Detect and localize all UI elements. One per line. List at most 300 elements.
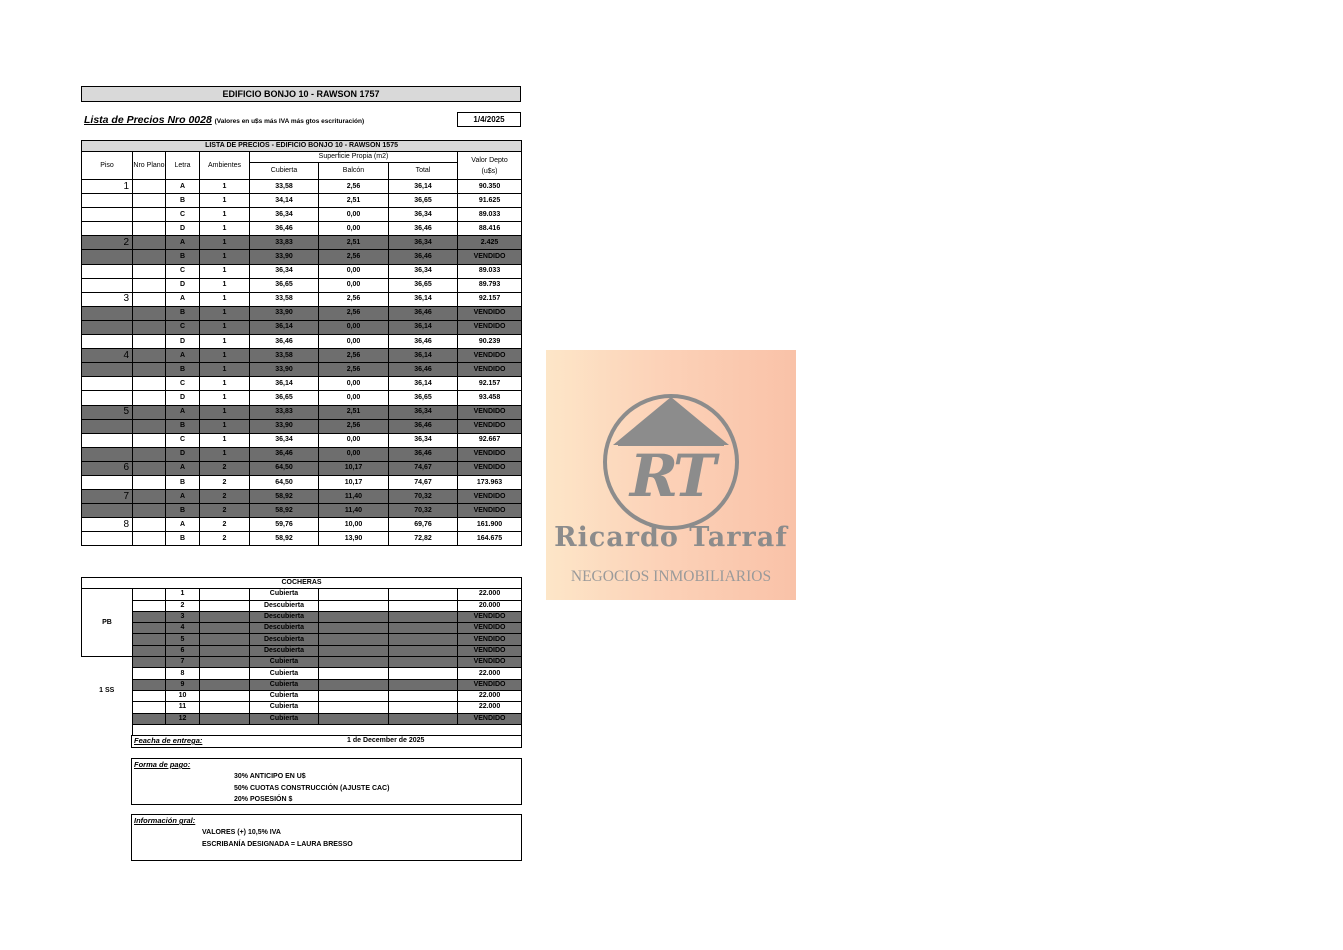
letra-cell: A: [166, 292, 200, 306]
letra-cell: A: [166, 405, 200, 419]
balcon-cell: 2,51: [319, 236, 389, 250]
ambientes-cell: 2: [200, 518, 250, 532]
cochera-blank-cell: [319, 600, 389, 611]
cubierta-cell: 33,83: [250, 405, 319, 419]
apartment-row: [82, 377, 522, 391]
letra-cell: D: [166, 278, 200, 292]
cochera-blank-cell: [133, 657, 166, 668]
col-header-balcon: Balcón: [319, 163, 389, 180]
price-list-title: [84, 114, 364, 126]
valor-cell: VENDIDO: [458, 447, 522, 461]
ambientes-cell: 1: [200, 278, 250, 292]
cochera-blank-cell: [200, 589, 250, 600]
letra-cell: A: [166, 236, 200, 250]
cubierta-cell: 33,58: [250, 292, 319, 306]
cochera-blank-cell: [319, 611, 389, 622]
ambientes-cell: 1: [200, 222, 250, 236]
ambientes-cell: 1: [200, 264, 250, 278]
apartment-row: [82, 433, 522, 447]
total-cell: 36,65: [389, 194, 458, 208]
info-line-escribania: ESCRIBANÍA DESIGNADA = LAURA BRESSO: [202, 840, 353, 848]
balcon-cell: 10,00: [319, 518, 389, 532]
nro-plano-cell: [133, 250, 166, 264]
cochera-blank-cell: [389, 657, 458, 668]
price-list-date: 1/4/2025: [457, 112, 521, 127]
cochera-tipo-cell: Cubierta: [250, 589, 319, 600]
cubierta-cell: 33,90: [250, 250, 319, 264]
nro-plano-cell: [133, 391, 166, 405]
balcon-cell: 10,17: [319, 475, 389, 489]
ambientes-cell: 1: [200, 180, 250, 194]
cochera-nro-cell: 4: [166, 623, 200, 634]
cochera-blank-cell: [389, 690, 458, 701]
forma-pago-label: Forma de pago:: [134, 760, 191, 769]
cochera-blank-cell: [133, 623, 166, 634]
valor-cell: 2.425: [458, 236, 522, 250]
col-header-letra: Letra: [166, 152, 200, 180]
piso-cell: 3: [82, 292, 133, 306]
piso-cell: [82, 391, 133, 405]
logo-tagline: NEGOCIOS INMOBILIARIOS: [570, 568, 772, 585]
cochera-valor-cell: VENDIDO: [458, 679, 522, 690]
cochera-blank-cell: [200, 679, 250, 690]
cochera-blank-cell: [319, 589, 389, 600]
balcon-cell: 0,00: [319, 377, 389, 391]
letra-cell: B: [166, 419, 200, 433]
nro-plano-cell: [133, 306, 166, 320]
cochera-blank-cell: [200, 702, 250, 713]
valor-cell: 92.157: [458, 292, 522, 306]
pago-line-cuotas: 50% CUOTAS CONSTRUCCIÓN (AJUSTE CAC): [234, 784, 390, 792]
balcon-cell: 2,56: [319, 250, 389, 264]
cochera-valor-cell: VENDIDO: [458, 713, 522, 724]
ambientes-cell: 1: [200, 236, 250, 250]
cochera-blank-cell: [133, 600, 166, 611]
balcon-cell: 2,56: [319, 292, 389, 306]
letra-cell: A: [166, 490, 200, 504]
balcon-cell: 2,56: [319, 363, 389, 377]
piso-cell: [82, 278, 133, 292]
piso-cell: 2: [82, 236, 133, 250]
cochera-tipo-cell: Descubierta: [250, 600, 319, 611]
ambientes-cell: 1: [200, 391, 250, 405]
total-cell: 36,46: [389, 335, 458, 349]
cochera-blank-cell: [389, 645, 458, 656]
total-cell: 36,65: [389, 391, 458, 405]
cubierta-cell: 36,46: [250, 222, 319, 236]
letra-cell: B: [166, 532, 200, 546]
cochera-row: [82, 679, 522, 690]
cochera-tipo-cell: Descubierta: [250, 623, 319, 634]
cochera-blank-cell: [389, 600, 458, 611]
piso-cell: [82, 306, 133, 320]
entrega-label: Feacha de entrega:: [134, 736, 203, 745]
valor-cell: VENDIDO: [458, 504, 522, 518]
cochera-blank-cell: [319, 690, 389, 701]
total-cell: 69,76: [389, 518, 458, 532]
ambientes-cell: 1: [200, 320, 250, 334]
valor-cell: 161.900: [458, 518, 522, 532]
ambientes-cell: 1: [200, 250, 250, 264]
price-table: [81, 140, 522, 546]
balcon-cell: 10,17: [319, 461, 389, 475]
cubierta-cell: 64,50: [250, 461, 319, 475]
total-cell: 36,46: [389, 447, 458, 461]
letra-cell: A: [166, 518, 200, 532]
ambientes-cell: 1: [200, 419, 250, 433]
balcon-cell: 11,40: [319, 490, 389, 504]
letra-cell: B: [166, 504, 200, 518]
cochera-tipo-cell: Cubierta: [250, 657, 319, 668]
cochera-valor-cell: VENDIDO: [458, 611, 522, 622]
cochera-blank-cell: [389, 634, 458, 645]
cochera-valor-cell: VENDIDO: [458, 645, 522, 656]
apartment-row: [82, 306, 522, 320]
apartment-row: [82, 405, 522, 419]
apartment-row: [82, 335, 522, 349]
info-gral-box: [131, 814, 522, 861]
cubierta-cell: 33,83: [250, 236, 319, 250]
cochera-row: [82, 668, 522, 679]
nro-plano-cell: [133, 264, 166, 278]
balcon-cell: 2,56: [319, 180, 389, 194]
ambientes-cell: 1: [200, 405, 250, 419]
balcon-cell: 0,00: [319, 433, 389, 447]
cocheras-title: COCHERAS: [82, 578, 522, 589]
total-cell: 36,34: [389, 405, 458, 419]
group-1ss-label: 1 SS: [99, 686, 115, 694]
letra-cell: C: [166, 320, 200, 334]
piso-cell: [82, 377, 133, 391]
ambientes-cell: 1: [200, 335, 250, 349]
spacer-blank: [82, 724, 133, 735]
letra-cell: D: [166, 335, 200, 349]
cochera-blank-cell: [133, 645, 166, 656]
balcon-cell: 2,51: [319, 194, 389, 208]
nro-plano-cell: [133, 292, 166, 306]
cochera-blank-cell: [319, 645, 389, 656]
cubierta-cell: 36,65: [250, 391, 319, 405]
col-header-piso: Piso: [82, 152, 133, 180]
piso-cell: [82, 250, 133, 264]
apartment-row: [82, 518, 522, 532]
balcon-cell: 2,56: [319, 349, 389, 363]
valor-cell: 89.033: [458, 264, 522, 278]
total-cell: 36,34: [389, 264, 458, 278]
letra-cell: A: [166, 461, 200, 475]
ambientes-cell: 1: [200, 194, 250, 208]
col-header-cubierta: Cubierta: [250, 163, 319, 180]
total-cell: 36,34: [389, 236, 458, 250]
valor-cell: VENDIDO: [458, 306, 522, 320]
cochera-valor-cell: VENDIDO: [458, 634, 522, 645]
balcon-cell: 2,56: [319, 419, 389, 433]
balcon-cell: 0,00: [319, 208, 389, 222]
price-table-title: LISTA DE PRECIOS - EDIFICIO BONJO 10 - RAWSON 1575: [82, 141, 522, 152]
cochera-nro-cell: 5: [166, 634, 200, 645]
piso-cell: [82, 363, 133, 377]
cochera-blank-cell: [389, 668, 458, 679]
balcon-cell: 2,56: [319, 306, 389, 320]
cochera-blank-cell: [319, 702, 389, 713]
cubierta-cell: 36,46: [250, 335, 319, 349]
cochera-blank-cell: [133, 611, 166, 622]
nro-plano-cell: [133, 363, 166, 377]
piso-cell: [82, 335, 133, 349]
cubierta-cell: 36,65: [250, 278, 319, 292]
ambientes-cell: 2: [200, 532, 250, 546]
apartment-row: [82, 363, 522, 377]
nro-plano-cell: [133, 222, 166, 236]
nro-plano-cell: [133, 236, 166, 250]
total-cell: 36,46: [389, 222, 458, 236]
cochera-nro-cell: 12: [166, 713, 200, 724]
building-title: EDIFICIO BONJO 10 - RAWSON 1757: [81, 86, 521, 102]
info-line-iva: VALORES (+) 10,5% IVA: [202, 829, 281, 836]
cubierta-cell: 33,90: [250, 363, 319, 377]
valor-cell: VENDIDO: [458, 363, 522, 377]
total-cell: 36,14: [389, 377, 458, 391]
valor-cell: 90.239: [458, 335, 522, 349]
total-cell: 36,14: [389, 349, 458, 363]
price-list-note: (Valores en u$s más IVA más gtos escrituración): [214, 118, 365, 125]
forma-pago-box: [131, 758, 522, 805]
piso-cell: 6: [82, 461, 133, 475]
letra-cell: A: [166, 180, 200, 194]
cubierta-cell: 59,76: [250, 518, 319, 532]
cochera-blank-cell: [319, 657, 389, 668]
cochera-row: [82, 690, 522, 701]
nro-plano-cell: [133, 320, 166, 334]
nro-plano-cell: [133, 433, 166, 447]
company-logo: [546, 350, 796, 600]
ambientes-cell: 1: [200, 433, 250, 447]
balcon-cell: 0,00: [319, 278, 389, 292]
valor-cell: VENDIDO: [458, 320, 522, 334]
ambientes-cell: 1: [200, 208, 250, 222]
letra-cell: C: [166, 377, 200, 391]
total-cell: 36,34: [389, 433, 458, 447]
cochera-blank-cell: [200, 645, 250, 656]
cochera-nro-cell: 9: [166, 679, 200, 690]
cochera-row: [82, 600, 522, 611]
letra-cell: D: [166, 222, 200, 236]
pago-line-anticipo: 30% ANTICIPO EN U$: [234, 773, 306, 780]
ambientes-cell: 1: [200, 292, 250, 306]
valor-cell: 92.667: [458, 433, 522, 447]
cubierta-cell: 36,14: [250, 377, 319, 391]
valor-cell: 92.157: [458, 377, 522, 391]
nro-plano-cell: [133, 208, 166, 222]
cochera-tipo-cell: Cubierta: [250, 679, 319, 690]
ambientes-cell: 2: [200, 490, 250, 504]
col-header-superficie: Superficie Propia (m2): [250, 152, 458, 163]
cubierta-cell: 36,14: [250, 320, 319, 334]
group-pb-label: PB: [82, 589, 133, 657]
cochera-blank-cell: [200, 623, 250, 634]
nro-plano-cell: [133, 447, 166, 461]
letra-cell: D: [166, 391, 200, 405]
apartment-row: [82, 475, 522, 489]
total-cell: 36,14: [389, 320, 458, 334]
cubierta-cell: 33,58: [250, 180, 319, 194]
piso-cell: [82, 504, 133, 518]
piso-cell: [82, 320, 133, 334]
cochera-blank-cell: [133, 690, 166, 701]
ambientes-cell: 1: [200, 349, 250, 363]
cubierta-cell: 58,92: [250, 490, 319, 504]
ambientes-cell: 1: [200, 377, 250, 391]
nro-plano-cell: [133, 349, 166, 363]
cochera-blank-cell: [200, 634, 250, 645]
cochera-row: [82, 713, 522, 724]
piso-cell: [82, 264, 133, 278]
cochera-row: [82, 634, 522, 645]
cochera-row: [82, 645, 522, 656]
cochera-blank-cell: [389, 679, 458, 690]
entrega-row: [131, 735, 522, 748]
balcon-cell: 2,51: [319, 405, 389, 419]
apartment-row: [82, 447, 522, 461]
entrega-date: 1 de December de 2025: [347, 737, 425, 744]
letra-cell: B: [166, 306, 200, 320]
cochera-valor-cell: 22.000: [458, 690, 522, 701]
ambientes-cell: 1: [200, 447, 250, 461]
cochera-blank-cell: [200, 657, 250, 668]
cochera-blank-cell: [389, 623, 458, 634]
letra-cell: C: [166, 208, 200, 222]
valor-cell: VENDIDO: [458, 250, 522, 264]
letra-cell: D: [166, 447, 200, 461]
cochera-tipo-cell: Descubierta: [250, 645, 319, 656]
cochera-tipo-cell: Descubierta: [250, 634, 319, 645]
balcon-cell: 13,90: [319, 532, 389, 546]
cochera-nro-cell: 10: [166, 690, 200, 701]
apartment-row: [82, 278, 522, 292]
cochera-tipo-cell: Cubierta: [250, 668, 319, 679]
letra-cell: C: [166, 433, 200, 447]
cochera-blank-cell: [200, 600, 250, 611]
valor-cell: 89.033: [458, 208, 522, 222]
nro-plano-cell: [133, 377, 166, 391]
cubierta-cell: 33,90: [250, 419, 319, 433]
total-cell: 36,34: [389, 208, 458, 222]
total-cell: 74,67: [389, 461, 458, 475]
cochera-nro-cell: 8: [166, 668, 200, 679]
cochera-tipo-cell: Cubierta: [250, 702, 319, 713]
apartment-row: [82, 194, 522, 208]
piso-cell: [82, 208, 133, 222]
cochera-tipo-cell: Cubierta: [250, 713, 319, 724]
ambientes-cell: 2: [200, 475, 250, 489]
cochera-blank-cell: [319, 623, 389, 634]
valor-cell: 90.350: [458, 180, 522, 194]
cochera-valor-cell: VENDIDO: [458, 657, 522, 668]
total-cell: 36,46: [389, 250, 458, 264]
cochera-nro-cell: 11: [166, 702, 200, 713]
ambientes-cell: 1: [200, 363, 250, 377]
nro-plano-cell: [133, 194, 166, 208]
valor-cell: VENDIDO: [458, 461, 522, 475]
balcon-cell: 11,40: [319, 504, 389, 518]
letra-cell: B: [166, 250, 200, 264]
nro-plano-cell: [133, 532, 166, 546]
pago-line-posesion: 20% POSESIÓN $: [234, 796, 293, 803]
apartment-row: [82, 504, 522, 518]
cochera-blank-cell: [133, 679, 166, 690]
cochera-blank-cell: [133, 634, 166, 645]
apartment-row: [82, 419, 522, 433]
apartment-row: [82, 461, 522, 475]
balcon-cell: 0,00: [319, 335, 389, 349]
balcon-cell: 0,00: [319, 447, 389, 461]
cubierta-cell: 34,14: [250, 194, 319, 208]
apartment-row: [82, 320, 522, 334]
cochera-nro-cell: 6: [166, 645, 200, 656]
valor-cell: VENDIDO: [458, 419, 522, 433]
cochera-blank-cell: [133, 713, 166, 724]
cochera-row: [82, 589, 522, 600]
cochera-blank-cell: [389, 713, 458, 724]
valor-cell: 164.675: [458, 532, 522, 546]
nro-plano-cell: [133, 490, 166, 504]
apartment-row: [82, 349, 522, 363]
cochera-valor-cell: VENDIDO: [458, 623, 522, 634]
cochera-blank-cell: [133, 668, 166, 679]
balcon-cell: 0,00: [319, 222, 389, 236]
apartment-row: [82, 250, 522, 264]
cochera-blank-cell: [319, 668, 389, 679]
total-cell: 70,32: [389, 504, 458, 518]
valor-cell: VENDIDO: [458, 405, 522, 419]
cochera-nro-cell: 3: [166, 611, 200, 622]
piso-cell: [82, 194, 133, 208]
cochera-blank-cell: [133, 589, 166, 600]
cochera-row: [82, 702, 522, 713]
cochera-blank-cell: [319, 679, 389, 690]
cubierta-cell: 58,92: [250, 532, 319, 546]
cubierta-cell: 36,34: [250, 433, 319, 447]
total-cell: 36,14: [389, 180, 458, 194]
nro-plano-cell: [133, 180, 166, 194]
piso-cell: [82, 475, 133, 489]
ambientes-cell: 2: [200, 461, 250, 475]
ambientes-cell: 2: [200, 504, 250, 518]
price-list-number: Lista de Precios Nro 0028: [84, 114, 212, 126]
cochera-blank-cell: [319, 713, 389, 724]
nro-plano-cell: [133, 461, 166, 475]
piso-cell: [82, 419, 133, 433]
cochera-blank-cell: [200, 690, 250, 701]
cochera-row: [82, 611, 522, 622]
cubierta-cell: 58,92: [250, 504, 319, 518]
letra-cell: A: [166, 349, 200, 363]
apartment-row: [82, 264, 522, 278]
cochera-valor-cell: 22.000: [458, 589, 522, 600]
cochera-valor-cell: 20.000: [458, 600, 522, 611]
total-cell: 72,82: [389, 532, 458, 546]
letra-cell: B: [166, 475, 200, 489]
total-cell: 74,67: [389, 475, 458, 489]
logo-company-name: Ricardo Tarraf: [554, 522, 788, 553]
piso-cell: 4: [82, 349, 133, 363]
logo-monogram: RT: [629, 442, 713, 510]
piso-cell: [82, 222, 133, 236]
cubierta-cell: 36,34: [250, 264, 319, 278]
nro-plano-cell: [133, 278, 166, 292]
total-cell: 36,46: [389, 419, 458, 433]
cochera-blank-cell: [200, 611, 250, 622]
